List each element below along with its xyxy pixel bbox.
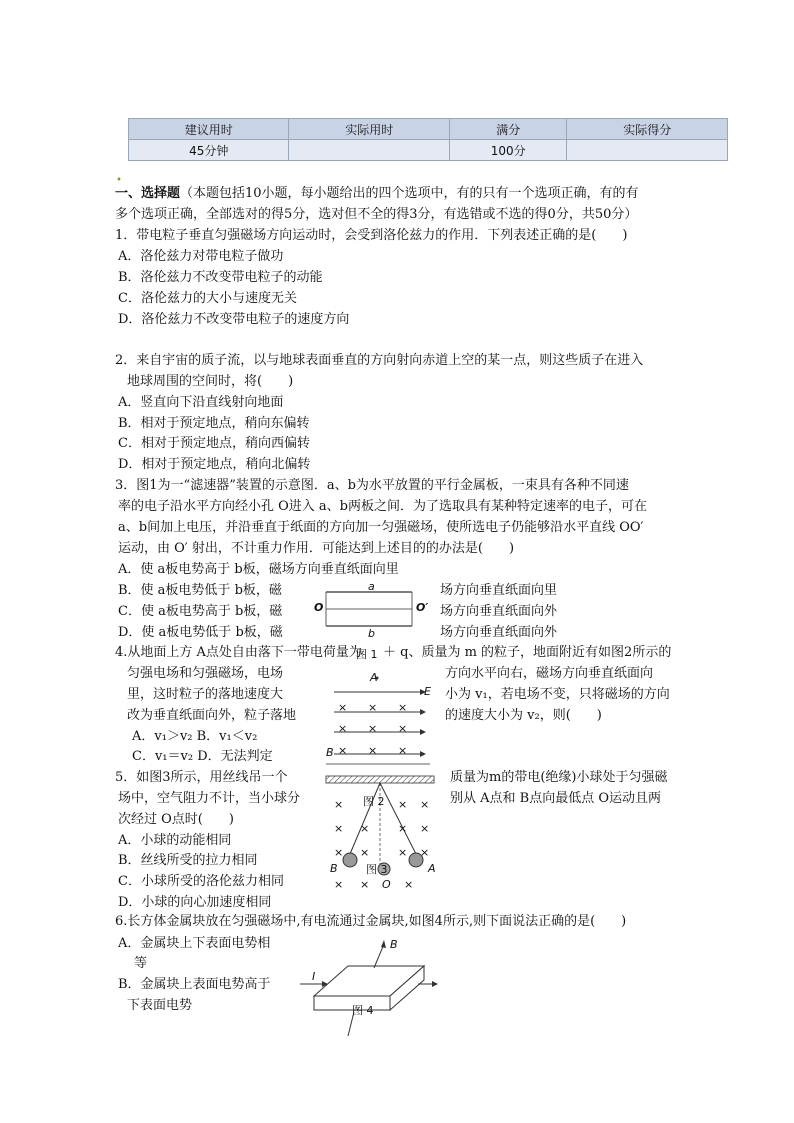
fig3-cross: × — [360, 846, 370, 859]
q5-stem-2a: 场中，空气阻力不计，当小球分 — [118, 791, 301, 806]
fig1-label-b: b — [368, 627, 375, 640]
score-table — [128, 118, 728, 161]
fig2-caption: 图 2 — [363, 795, 385, 808]
fig3-label-o: O — [382, 878, 391, 891]
q1-option-b: B．洛伦兹力不改变带电粒子的动能 — [118, 270, 323, 285]
fig2-label-a: A — [370, 671, 378, 684]
q2-option-a: A．竖直向下沿直线射向地面 — [118, 395, 284, 410]
fig2-cross: × — [398, 722, 408, 735]
fig3-cross: × — [334, 798, 344, 811]
q5-option-a: A．小球的动能相同 — [118, 833, 232, 848]
fig2-cross: × — [368, 722, 378, 735]
q2-option-d: D．相对于预定地点，稍向北偏转 — [118, 457, 311, 472]
fig2-cross: × — [398, 744, 408, 757]
fig3-label-a: A — [428, 862, 436, 875]
q5-option-c: C．小球所受的洛伦兹力相同 — [118, 874, 284, 889]
fig3-cross: × — [360, 822, 370, 835]
q4-stem-2a: 匀强电场和匀强磁场，电场 — [127, 666, 284, 681]
fig1-label-a: a — [368, 580, 375, 593]
q3-option-c-left: C．使 a板电势高于 b板，磁 — [118, 604, 283, 619]
header-actual-score: 实际得分 — [567, 119, 728, 140]
q4-stem-4b: 的速度大小为 v₂，则( ) — [445, 708, 602, 723]
fig3-cross: × — [404, 878, 414, 891]
q2-option-c: C．相对于预定地点，稍向西偏转 — [118, 436, 310, 451]
section-intro-1: （本题包括10小题，每小题给出的四个选项中，有的只有一个选项正确，有的有 — [180, 186, 639, 201]
fig3-cross: × — [398, 846, 408, 859]
string-right — [380, 783, 416, 854]
ball-b — [343, 853, 357, 867]
fig2-cross: × — [368, 701, 378, 714]
q3-stem-4: 运动，由 O′ 射出，不计重力作用．可能达到上述目的的办法是( ) — [118, 541, 515, 556]
q4-stem-3b: 小为 v₁，若电场不变，只将磁场的方向 — [445, 687, 670, 702]
fig3-cross: × — [398, 822, 408, 835]
fig3-cross: × — [334, 878, 344, 891]
q4-options-cd: C．v₁＝v₂ D．无法判定 — [132, 749, 273, 764]
fig3-cross: × — [420, 798, 430, 811]
q3-option-a: A．使 a板电势高于 b板，磁场方向垂直纸面向里 — [118, 562, 399, 577]
fig4-label-b: B — [390, 938, 398, 951]
q2-stem-1: 2．来自宇宙的质子流，以与地球表面垂直的方向射向赤道上空的某一点，则这些质子在进入 — [115, 353, 644, 368]
header-suggested-time: 建议用时 — [129, 119, 289, 140]
q4-stem-4a: 改为垂直纸面向外，粒子落地 — [127, 708, 297, 723]
marker-dot: • — [116, 175, 122, 186]
q4-stem-1b: ＋ q、质量为 m 的粒子，地面附近有如图2所示的 — [383, 645, 672, 660]
q1-option-c: C．洛伦兹力的大小与速度无关 — [118, 291, 297, 306]
fig3-caption: 图 3 — [366, 863, 388, 876]
score-table-header-row — [129, 119, 728, 140]
fig2-label-b: B — [326, 746, 334, 759]
q5-option-d: D．小球的向心加速度相同 — [118, 895, 272, 910]
fig3-cross: × — [334, 822, 344, 835]
q3-stem-1: 3．图1为一“滤速器”装置的示意图．a、b为水平放置的平行金属板，一束具有各种不同速 — [115, 478, 629, 493]
fig4-caption: 图 4 — [352, 1004, 374, 1017]
q6-stem: 6.长方体金属块放在匀强磁场中,有电流通过金属块,如图4所示,则下面说法正确的是( ) — [115, 914, 627, 929]
q2-option-b: B．相对于预定地点，稍向东偏转 — [118, 416, 310, 431]
fig2-cross: × — [338, 701, 348, 714]
q6-option-b-2: 下表面电势 — [127, 998, 193, 1013]
section-title: 一、选择题 — [115, 186, 181, 201]
fig4-label-i: I — [312, 970, 316, 983]
q3-option-d-right: 场方向垂直纸面向外 — [440, 625, 558, 640]
fig3-cross: × — [420, 846, 430, 859]
fig3-cross: × — [398, 798, 408, 811]
header-actual-time: 实际用时 — [289, 119, 449, 140]
q5-stem-2b: 别从 A点和 B点向最低点 O运动且两 — [450, 791, 661, 806]
q5-stem-1b: 质量为m的带电(绝缘)小球处于匀强磁 — [450, 770, 668, 785]
value-suggested-time: 45分钟 — [129, 140, 289, 161]
q3-option-b-left: B．使 a板电势低于 b板，磁 — [118, 583, 282, 598]
fig1-label-o-prime: O′ — [416, 601, 429, 614]
figure-4-metal-block — [300, 938, 440, 1038]
value-full-score: 100分 — [449, 140, 567, 161]
q1-option-d: D．洛伦兹力不改变带电粒子的速度方向 — [118, 312, 350, 327]
q3-option-c-right: 场方向垂直纸面向外 — [440, 604, 558, 619]
fig2-cross: × — [338, 722, 348, 735]
value-actual-time — [289, 140, 449, 161]
q5-stem-3: 次经过 O点时( ) — [118, 812, 234, 827]
q1-option-a: A．洛伦兹力对带电粒子做功 — [118, 249, 284, 264]
score-table-value-row — [129, 140, 728, 161]
b-field-arrow — [374, 944, 384, 968]
q5-option-b: B．丝线所受的拉力相同 — [118, 853, 258, 868]
fig3-cross: × — [360, 878, 370, 891]
q3-stem-2: 率的电子沿水平方向经小孔 O进入 a、b两板之间．为了选取具有某种特定速率的电子，可在 — [118, 499, 647, 514]
q6-option-b-1: B．金属块上表面电势高于 — [118, 977, 271, 992]
q4-stem-2b: 方向水平向右，磁场方向垂直纸面向 — [445, 666, 654, 681]
q5-stem-1a: 5．如图3所示，用丝线吊一个 — [115, 770, 288, 785]
q6-option-a-2: 等 — [134, 956, 148, 971]
q2-stem-2: 地球周围的空间时，将( ) — [127, 374, 294, 389]
fig2-cross: × — [368, 744, 378, 757]
q4-stem-3a: 里，这时粒子的落地速度大 — [127, 687, 284, 702]
fig1-label-o: O — [314, 601, 324, 614]
fig3-label-b: B — [330, 862, 338, 875]
fig1-caption: 图 1 — [356, 648, 378, 661]
value-actual-score — [567, 140, 728, 161]
q1-stem: 1．带电粒子垂直匀强磁场方向运动时，会受到洛伦兹力的作用．下列表述正确的是( ) — [115, 228, 628, 243]
q3-stem-3: a、b间加上电压，并沿垂直于纸面的方向加一匀强磁场，使所选电子仍能够沿水平直线 OO′ — [118, 520, 644, 535]
q4-options-ab: A．v₁＞v₂ B．v₁＜v₂ — [132, 729, 258, 744]
section-intro-2: 多个选项正确，全部选对的得5分，选对但不全的得3分，有选错或不选的得0分，共50分） — [115, 207, 638, 222]
q3-option-d-left: D．使 a板电势低于 b板，磁 — [118, 625, 283, 640]
section-heading — [115, 184, 639, 204]
fig2-cross: × — [398, 701, 408, 714]
q3-option-b-right: 场方向垂直纸面向里 — [440, 583, 558, 598]
header-full-score: 满分 — [449, 119, 567, 140]
fig3-cross: × — [334, 846, 344, 859]
q6-option-a-1: A．金属块上下表面电势相 — [118, 936, 271, 951]
fig2-label-e: E — [424, 685, 431, 698]
q4-stem-1a: 4.从地面上方 A点处自由落下一带电荷量为 — [115, 645, 362, 660]
fig2-cross: × — [338, 744, 348, 757]
fig3-cross: × — [420, 822, 430, 835]
